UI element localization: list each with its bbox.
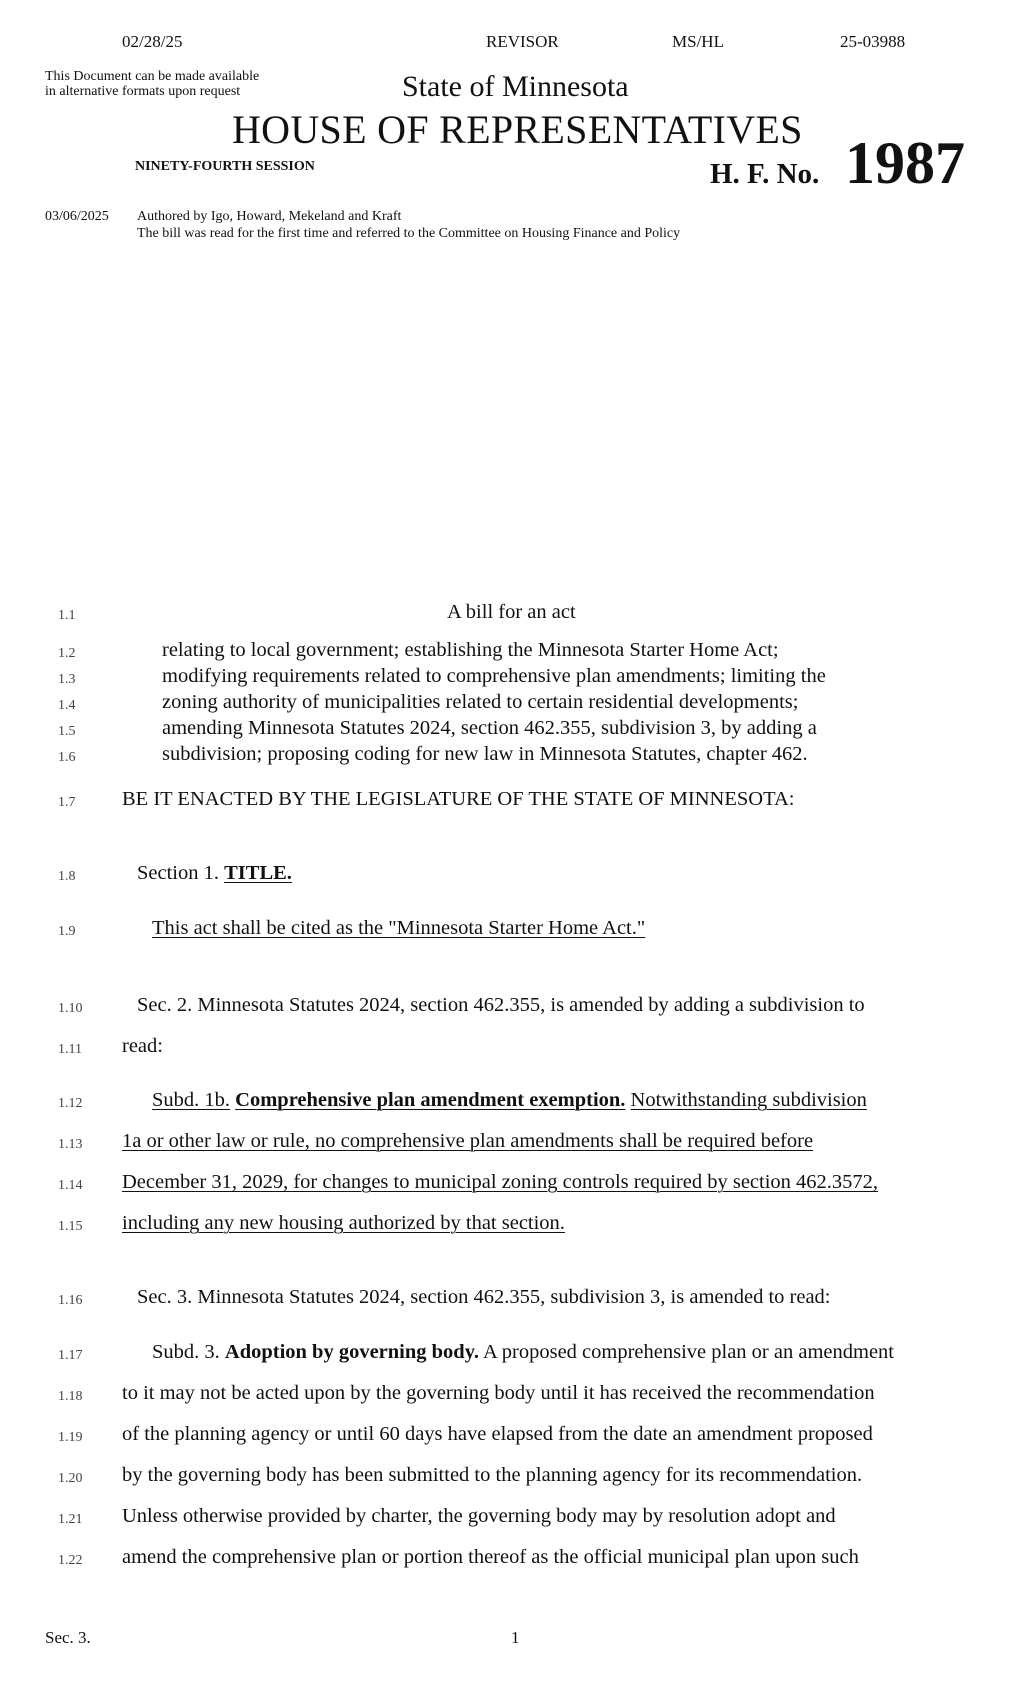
line-number: 1.11 (58, 1042, 82, 1057)
header-doc-number: 25-03988 (840, 32, 906, 51)
availability-notice-line1: This Document can be made available (45, 69, 260, 84)
subdivision-heading (152, 1089, 867, 1112)
line-number: 1.12 (58, 1096, 83, 1111)
subdivision-title: Adoption by governing body. (224, 1341, 479, 1363)
line-number: 1.21 (58, 1512, 83, 1527)
subdivision-label: Subd. 1b. (152, 1089, 231, 1111)
bill-text-line: This act shall be cited as the "Minnesota Starter Home Act." (152, 917, 646, 939)
page-number: 1 (511, 1628, 520, 1647)
bill-text-line: read: (122, 1035, 163, 1057)
line-number: 1.14 (58, 1178, 83, 1193)
line-number: 1.18 (58, 1389, 83, 1404)
house-title: HOUSE OF REPRESENTATIVES (232, 107, 803, 152)
line-number: 1.17 (58, 1348, 83, 1363)
line-number: 1.5 (58, 724, 76, 739)
bill-text-line: Sec. 2. Minnesota Statutes 2024, section 462.355, is amended by adding a subdivision to (137, 994, 865, 1016)
bill-text-line: to it may not be acted upon by the governing body until it has received the recommendation (122, 1382, 875, 1404)
line-number: 1.4 (58, 698, 76, 713)
bill-text-line: Sec. 3. Minnesota Statutes 2024, section 462.355, subdivision 3, is amended to read: (137, 1286, 831, 1308)
authorship-authors: Authored by Igo, Howard, Mekeland and Kraft (137, 209, 402, 224)
state-title: State of Minnesota (402, 70, 629, 103)
bill-text-line: amending Minnesota Statutes 2024, section 462.355, subdivision 3, by adding a (162, 717, 817, 739)
line-number: 1.8 (58, 869, 76, 884)
header-initials: MS/HL (672, 32, 724, 51)
line-number: 1.2 (58, 646, 76, 661)
bill-text-line: modifying requirements related to comprehensive plan amendments; limiting the (162, 665, 826, 687)
authorship-referral: The bill was read for the first time and referred to the Committee on Housing Finance and Policy (137, 226, 681, 241)
subdivision-heading (152, 1341, 894, 1364)
hf-label: H. F. No. (710, 158, 820, 190)
bill-text-line: December 31, 2029, for changes to municipal zoning controls required by section 462.3572, (122, 1171, 879, 1193)
header-date: 02/28/25 (122, 32, 183, 51)
line-number: 1.10 (58, 1001, 83, 1016)
subdivision-text: A proposed comprehensive plan or an amendment (482, 1341, 894, 1363)
line-number: 1.16 (58, 1293, 83, 1308)
section-label: Section 1. (137, 862, 225, 884)
line-number: 1.3 (58, 672, 76, 687)
authorship-date: 03/06/2025 (45, 209, 109, 224)
section-title: TITLE. (224, 862, 292, 884)
bill-text-line: of the planning agency or until 60 days have elapsed from the date an amendment proposed (122, 1423, 873, 1445)
subdivision-title: Comprehensive plan amendment exemption. (235, 1089, 626, 1111)
line-number: 1.9 (58, 924, 76, 939)
subdivision-text: Notwithstanding subdivision (630, 1089, 867, 1111)
bill-text-line: zoning authority of municipalities related to certain residential developments; (162, 691, 799, 713)
line-number: 1.1 (58, 608, 76, 623)
availability-notice-line2: in alternative formats upon request (45, 84, 241, 99)
header-revisor: REVISOR (486, 32, 559, 51)
line-number: 1.13 (58, 1137, 83, 1152)
hf-number: 1987 (845, 130, 965, 196)
line-number: 1.19 (58, 1430, 83, 1445)
subdivision-label: Subd. 3. (152, 1341, 220, 1363)
section-heading (137, 862, 292, 885)
line-number: 1.15 (58, 1219, 83, 1234)
bill-text-line: including any new housing authorized by that section. (122, 1212, 565, 1234)
line-number: 1.20 (58, 1471, 83, 1486)
bill-text-line: subdivision; proposing coding for new law in Minnesota Statutes, chapter 462. (162, 743, 808, 765)
line-number: 1.6 (58, 750, 76, 765)
session-label: NINETY-FOURTH SESSION (135, 159, 315, 174)
bill-text-line: amend the comprehensive plan or portion thereof as the official municipal plan upon such (122, 1546, 859, 1568)
bill-text-line: by the governing body has been submitted to the planning agency for its recommendation. (122, 1464, 863, 1486)
bill-heading: A bill for an act (447, 601, 576, 623)
bill-text-line: 1a or other law or rule, no comprehensive plan amendments shall be required before (122, 1130, 814, 1152)
line-number: 1.22 (58, 1553, 83, 1568)
line-number: 1.7 (58, 795, 76, 810)
footer-section: Sec. 3. (45, 1628, 91, 1647)
enacting-clause: BE IT ENACTED BY THE LEGISLATURE OF THE STATE OF MINNESOTA: (122, 788, 795, 810)
bill-text-line: relating to local government; establishing the Minnesota Starter Home Act; (162, 639, 779, 661)
bill-text-line: Unless otherwise provided by charter, the governing body may by resolution adopt and (122, 1505, 836, 1527)
